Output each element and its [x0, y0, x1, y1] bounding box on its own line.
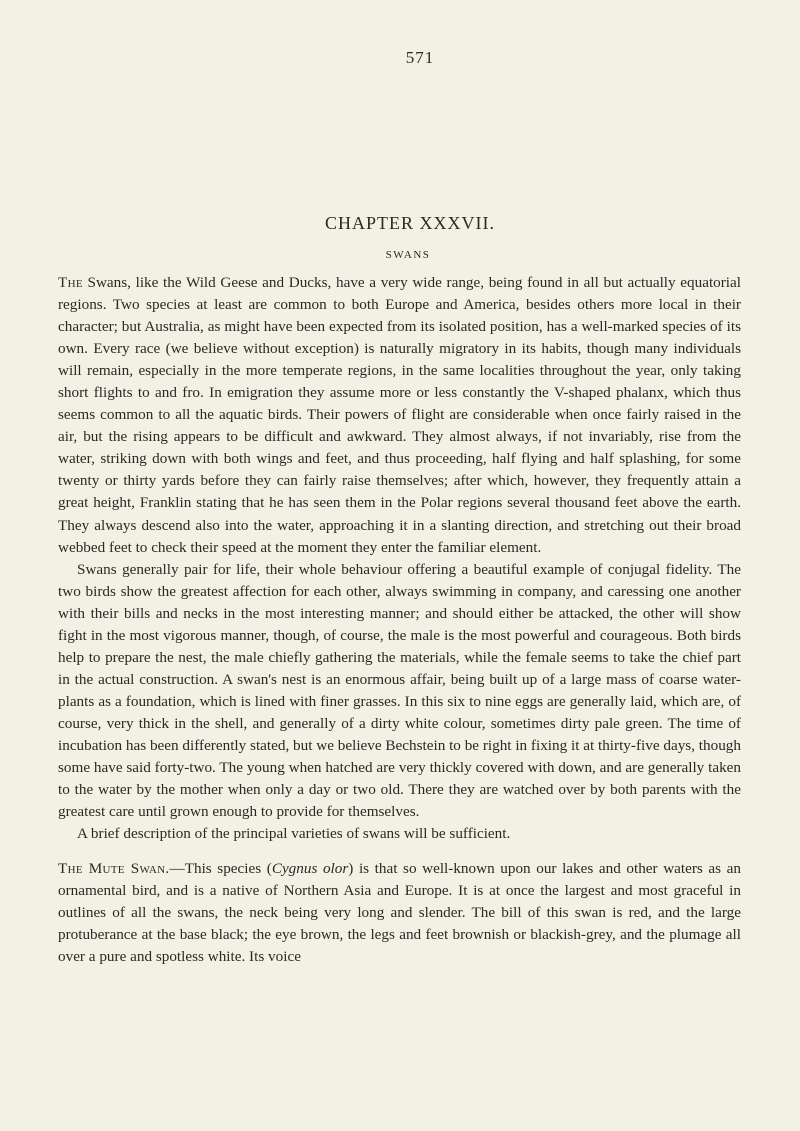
paragraph-varieties: A brief description of the principal varieties of swans will be sufficient. — [77, 825, 511, 843]
paragraph-intro-text: Swans, like the Wild Geese and Ducks, have a very wide range, being found in all but actually equatorial regions. Two species at least are common to both Europe and America, besides others more local in their character; but Australia, as might have been expected from its isolated position, has a well-marked species of its own. Every race (we believe without exception) is naturally migratory in its habits, though many individuals will remain, especially in the more temperate regions, in the same localities throughout the year, only taking short flights to and fro. In emigration they assume more or less constantly the V-shaped phalanx, which thus seems common to all the aquatic birds. Their powers of flight are considerable when once fairly raised in the air, but the rising appears to be difficult and awkward. They almost always, if not invariably, rise from the water, striking down with both wings and feet, and thus proceeding, half flying and half splashing, for some twenty or thirty yards before they can fairly raise themselves; after which, however, they frequently attain a great height, Franklin stating that he has seen them in the Polar regions several thousand feet above the earth. They always descend also into the water, approaching it in a slanting direction, and stretching out their broad webbed feet to check their speed at the moment they enter the familiar element. — [58, 274, 741, 556]
chapter-title: CHAPTER XXXVII. — [325, 213, 495, 233]
paragraph-intro — [58, 272, 741, 559]
body-text — [58, 272, 741, 968]
paragraph-pairing: Swans generally pair for life, their whole behaviour offering a beautiful example of conjugal fidelity. The two birds show the greatest affection for each other, always swimming in company, and caressing one another with their bills and necks in the most interesting manner; and should either be attacked, the other will show fight in the most vigorous manner, though, of course, the male is the most powerful and courageous. Both birds help to prepare the nest, the male chiefly gathering the materials, while the female seems to take the chief part in the actual construction. A swan's nest is an enormous affair, being built up of a large mass of coarse water-plants as a foundation, which is lined with finer grasses. In this six to nine eggs are generally laid, which are, of course, very thick in the shell, and generally of a dirty white colour, sometimes dirty pale green. The time of incubation has been differently stated, but we believe Bechstein to be right in fixing it at thirty-five days, though some have said forty-two. The young when hatched are very thickly covered with down, and are generally taken to the water by the mother when only a day or two old. There they are watched over by both parents with the greatest care until grown enough to provide for themselves. — [58, 560, 741, 821]
page-number: 571 — [405, 48, 435, 67]
species-latin-name: Cygnus olor — [271, 860, 349, 878]
species-text-before: —This species ( — [169, 860, 272, 878]
species-heading: The Mute Swan. — [58, 860, 170, 878]
paragraph-lead-word: The — [58, 274, 83, 291]
section-title: SWANS — [385, 249, 431, 261]
paragraph-mute-swan — [58, 858, 741, 968]
species-text-after: ) is that so well-known upon our lakes and other waters as an ornamental bird, and is a native of Northern Asia and Europe. It is at once the largest and most graceful in outlines of all the swans, the neck being very long and slender. The bill of this swan is red, and the large protuberance at the base black; the eye brown, the legs and feet brownish or blackish-grey, and the plumage all over a pure and spotless white. Its voice — [58, 860, 741, 966]
